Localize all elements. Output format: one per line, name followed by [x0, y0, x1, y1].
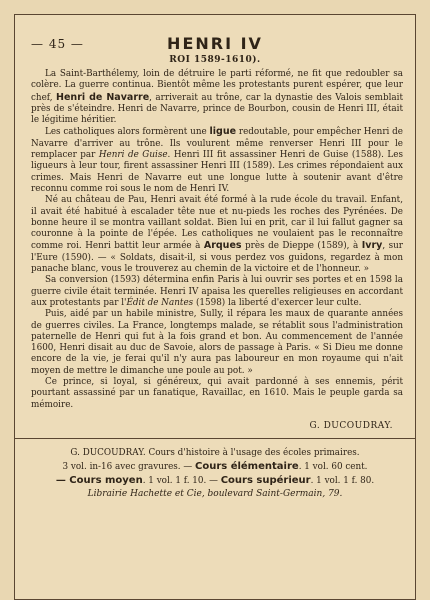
- emphasis-term: Henri de Navarre: [56, 91, 150, 103]
- emphasis-term: Ivry: [361, 240, 383, 252]
- paragraph-text: Né au château de Pau, Henri avait été formé à la rude école du travail. Enfant, il avait été habitué à escalader tête nue et nu-pieds les roches des Pyrénées. De bonne heure il se montra vaillant soldat. Bien lui en prit, car il lui fallut gagner sa couronne à la pointe de l'épée. Les catholiques ne voulaient pas le reconnaître comme roi. Henri battit leur armée à: [31, 195, 403, 252]
- footer-line-2-pre: 3 vol. in-16 avec gravures. —: [62, 461, 195, 472]
- paragraph: [31, 309, 403, 377]
- page-number: — 45 —: [31, 37, 84, 51]
- publisher-footer: [15, 439, 415, 501]
- paragraph: [31, 195, 403, 275]
- paragraph: [31, 275, 403, 309]
- footer-line-3-mid: . 1 vol. 1 f. 10. —: [142, 475, 221, 486]
- page-title: HENRI IV: [167, 34, 263, 53]
- emphasis-term: Arques: [203, 240, 242, 252]
- paragraph: [31, 377, 403, 411]
- paragraph-text: Les catholiques alors formèrent une: [45, 127, 210, 138]
- emphasis-term: ligue: [209, 126, 237, 138]
- course-middle: — Cours moyen: [55, 474, 143, 486]
- history-card: [14, 14, 416, 600]
- footer-line-1: G. DUCOUDRAY. Cours d'histoire à l'usage des écoles primaires.: [70, 447, 360, 458]
- course-upper: Cours supérieur: [220, 474, 311, 486]
- paragraph-text: redoutable, pour empêcher Henri de Navarre d'arriver au trône. Ils voulurent même renverser Henri III pour le remplacer par: [31, 127, 403, 161]
- paragraph-text: (1598) la liberté d'exercer leur culte.: [193, 297, 362, 308]
- paragraph-text: . Henri III fit assassiner Henri de Guise (1588). Les ligueurs à leur tour, firent assassiner Henri III (1589). Les crimes répondaient aux crimes. Mais Henri de Navarre eut une longue lutte à soutenir avant d'être reconnu comme roi sous le nom de Henri IV.: [31, 150, 403, 194]
- card-header: [15, 15, 415, 53]
- page-subtitle: ROI 1589-1610).: [169, 55, 261, 65]
- paragraph-text: Puis, aidé par un habile ministre, Sully, il répara les maux de quarante années de guerres civiles. La France, longtemps malade, se rétablit sous l'administration paternelle de Henri qui fut à la fois grand et bon. Au commencement de l'année 1600, Henri disait au duc de Savoie, alors de passage à Paris. « Si Dieu me donne encore de la vie, je ferai qu'il n'y aura pas laboureur en mon royaume qui n'ait moyen de mettre le dimanche une poule au pot. »: [31, 309, 403, 376]
- paragraph-text: Sa conversion (1593) détermina enfin Paris à lui ouvrir ses portes et en 1598 la guerre civile était terminée. Henri IV apaisa les querelles religieuses en accordant aux protestants par l': [31, 275, 403, 308]
- footer-line-2-post: . 1 vol. 60 cent.: [298, 461, 368, 472]
- paragraph-text: Ce prince, si loyal, si généreux, qui avait pardonné à ses ennemis, périt pourtant assassiné par un fanatique, Ravaillac, en 1610. Mais le peuple garda sa mémoire.: [31, 377, 403, 410]
- paragraph-text: , sur l'Eure (1590). — « Soldats, disait-il, si vous perdez vos guidons, regardez à mon panache blanc, vous le trouverez au chemin de la victoire et de l'honneur. »: [31, 241, 403, 275]
- italic-term: Henri de Guise: [98, 150, 168, 161]
- paragraph-text: , arriverait au trône, car la dynastie des Valois semblait près de s'éteindre. Henri de Navarre, prince de Bourbon, cousin de Henri III, était le légitime héritier.: [31, 92, 404, 126]
- italic-term: Édit de Nantes: [126, 297, 194, 308]
- author-signature: G. DUCOUDRAY.: [309, 420, 393, 431]
- footer-line-3-post: . 1 vol. 1 f. 80.: [310, 475, 375, 486]
- footer-line-2: [25, 460, 405, 474]
- course-elementary: Cours élémentaire: [195, 460, 299, 472]
- paragraph-text: près de Dieppe (1589), à: [241, 241, 362, 252]
- article-body: [15, 65, 415, 411]
- footer-line-3: [25, 474, 405, 488]
- paragraph: [31, 126, 403, 195]
- paragraph: [31, 69, 403, 126]
- publisher-address: Librairie Hachette et Cie, boulevard Saint-Germain, 79.: [87, 488, 343, 499]
- paragraph-text: La Saint-Barthélemy, loin de détruire le parti réformé, ne fit que redoubler sa colère. La guerre continua. Bientôt même les protestants purent espérer, que leur chef,: [31, 69, 403, 103]
